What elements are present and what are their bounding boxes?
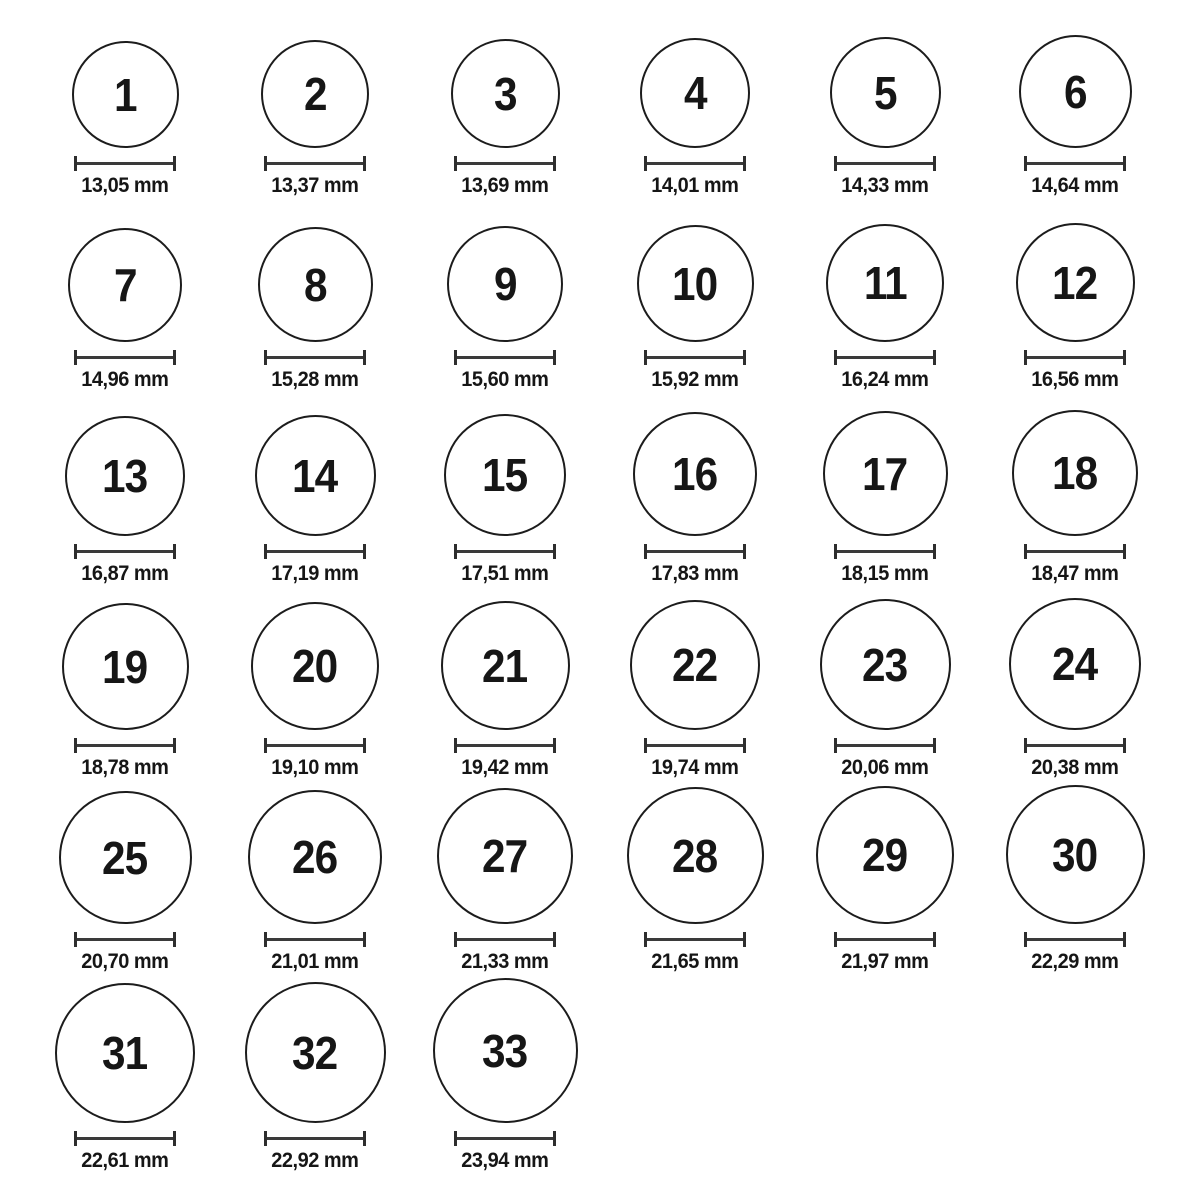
ring-circle [437, 788, 573, 924]
diameter-measure-line [454, 156, 556, 171]
diameter-measure-line [644, 544, 746, 559]
ring-cell [980, 410, 1170, 590]
diameter-label: 16,87 mm [81, 562, 169, 585]
ring-cell [220, 415, 410, 590]
diameter-measure-line [834, 932, 936, 947]
ring-cell [600, 225, 790, 396]
diameter-label: 17,83 mm [651, 562, 739, 585]
diameter-label: 13,05 mm [81, 174, 169, 197]
diameter-label: 16,56 mm [1031, 368, 1119, 391]
ring-circle [251, 602, 379, 730]
diameter-label: 14,96 mm [81, 368, 169, 391]
chart-row [30, 784, 1170, 978]
diameter-measure-line [1024, 350, 1126, 365]
ring-size-number: 3 [493, 67, 517, 120]
diameter-measure-line [74, 350, 176, 365]
diameter-label: 14,64 mm [1031, 174, 1119, 197]
ring-circle [633, 412, 757, 536]
diameter-label: 20,70 mm [81, 950, 169, 973]
diameter-measure-line [644, 932, 746, 947]
ring-cell [220, 982, 410, 1177]
ring-circle [68, 228, 182, 342]
ring-cell [220, 227, 410, 396]
diameter-label: 21,33 mm [461, 950, 549, 973]
ring-cell [600, 412, 790, 590]
ring-size-number: 18 [1052, 447, 1098, 499]
diameter-label: 15,92 mm [651, 368, 739, 391]
ring-cell [980, 35, 1170, 202]
ring-circle [826, 224, 944, 342]
ring-cell [30, 41, 220, 202]
diameter-label: 13,69 mm [461, 174, 549, 197]
ring-size-number: 30 [1052, 828, 1098, 881]
ring-size-number: 1 [113, 68, 137, 121]
ring-cell [220, 602, 410, 784]
diameter-measure-line [264, 738, 366, 753]
diameter-label: 19,10 mm [271, 756, 359, 779]
diameter-measure-line [264, 932, 366, 947]
ring-circle [640, 38, 750, 148]
ring-size-number: 17 [862, 447, 908, 500]
diameter-label: 20,06 mm [841, 756, 929, 779]
ring-size-number: 29 [862, 829, 908, 881]
ring-circle [1016, 223, 1135, 342]
ring-circle [55, 983, 195, 1123]
diameter-measure-line [644, 738, 746, 753]
ring-size-number: 19 [102, 640, 148, 693]
diameter-label: 16,24 mm [841, 368, 929, 391]
ring-cell [220, 40, 410, 202]
ring-size-number: 31 [102, 1027, 148, 1079]
diameter-measure-line [74, 544, 176, 559]
diameter-measure-line [1024, 738, 1126, 753]
ring-size-number: 32 [292, 1026, 338, 1079]
diameter-label: 15,60 mm [461, 368, 549, 391]
ring-cell [410, 788, 600, 978]
ring-size-number: 5 [873, 66, 897, 119]
ring-circle [1009, 598, 1141, 730]
ring-size-number: 28 [672, 829, 718, 882]
ring-circle [447, 226, 563, 342]
ring-size-number: 7 [113, 259, 137, 311]
ring-size-number: 10 [672, 257, 718, 310]
ring-circle [816, 786, 954, 924]
ring-cell [600, 38, 790, 202]
ring-cell [410, 414, 600, 590]
diameter-measure-line [834, 350, 936, 365]
ring-cell [790, 599, 980, 784]
ring-circle [627, 787, 764, 924]
ring-circle [1012, 410, 1138, 536]
ring-circle [261, 40, 369, 148]
diameter-label: 14,01 mm [651, 174, 739, 197]
diameter-label: 21,97 mm [841, 950, 929, 973]
diameter-measure-line [74, 738, 176, 753]
chart-row [30, 978, 1170, 1172]
diameter-label: 19,74 mm [651, 756, 739, 779]
diameter-label: 21,01 mm [271, 950, 359, 973]
diameter-label: 22,61 mm [81, 1149, 169, 1172]
diameter-label: 23,94 mm [461, 1149, 549, 1172]
ring-size-number: 16 [672, 448, 718, 500]
diameter-measure-line [74, 1131, 176, 1146]
ring-circle [59, 791, 192, 924]
diameter-label: 21,65 mm [651, 950, 739, 973]
chart-row [30, 8, 1170, 202]
diameter-measure-line [834, 544, 936, 559]
ring-circle [444, 414, 566, 536]
diameter-label: 18,47 mm [1031, 562, 1119, 585]
chart-row [30, 396, 1170, 590]
diameter-measure-line [454, 544, 556, 559]
diameter-measure-line [1024, 544, 1126, 559]
diameter-label: 18,78 mm [81, 756, 169, 779]
diameter-label: 19,42 mm [461, 756, 549, 779]
diameter-label: 22,29 mm [1031, 950, 1119, 973]
ring-cell [220, 790, 410, 978]
ring-cell [790, 786, 980, 978]
ring-cell [790, 411, 980, 590]
ring-circle [441, 601, 570, 730]
ring-circle [630, 600, 760, 730]
ring-cell [980, 598, 1170, 784]
ring-circle [637, 225, 754, 342]
ring-cell [410, 226, 600, 396]
ring-cell [790, 37, 980, 202]
ring-circle [65, 416, 185, 536]
diameter-label: 18,15 mm [841, 562, 929, 585]
ring-cell [410, 601, 600, 784]
ring-size-number: 15 [482, 449, 528, 501]
ring-circle [255, 415, 376, 536]
diameter-label: 17,19 mm [271, 562, 359, 585]
ring-circle [451, 39, 560, 148]
ring-size-number: 20 [292, 640, 338, 692]
chart-row [30, 590, 1170, 784]
diameter-measure-line [644, 350, 746, 365]
diameter-measure-line [454, 350, 556, 365]
ring-circle [820, 599, 951, 730]
ring-circle [248, 790, 382, 924]
ring-cell [30, 603, 220, 784]
diameter-measure-line [1024, 156, 1126, 171]
diameter-measure-line [834, 156, 936, 171]
ring-circle [62, 603, 189, 730]
ring-size-number: 8 [303, 258, 327, 311]
ring-cell [30, 228, 220, 396]
diameter-measure-line [644, 156, 746, 171]
ring-size-number: 33 [482, 1024, 528, 1077]
ring-circle [258, 227, 373, 342]
ring-size-number: 21 [482, 639, 528, 692]
ring-size-number: 2 [303, 68, 327, 120]
ring-cell [600, 600, 790, 784]
ring-cell [410, 39, 600, 202]
ring-cell [30, 983, 220, 1177]
ring-size-number: 26 [292, 831, 338, 883]
diameter-measure-line [454, 1131, 556, 1146]
ring-size-number: 27 [482, 830, 528, 882]
ring-circle [245, 982, 386, 1123]
diameter-label: 14,33 mm [841, 174, 929, 197]
diameter-measure-line [454, 932, 556, 947]
diameter-measure-line [454, 738, 556, 753]
ring-cell [30, 416, 220, 590]
ring-size-number: 25 [102, 831, 148, 884]
ring-circle [72, 41, 179, 148]
ring-size-number: 13 [102, 450, 148, 502]
ring-cell [980, 223, 1170, 396]
diameter-measure-line [1024, 932, 1126, 947]
diameter-measure-line [264, 350, 366, 365]
ring-circle [1019, 35, 1132, 148]
ring-size-number: 12 [1052, 256, 1098, 309]
ring-cell [790, 224, 980, 396]
ring-size-number: 22 [672, 639, 718, 691]
diameter-measure-line [264, 156, 366, 171]
ring-size-number: 14 [292, 449, 338, 502]
diameter-label: 22,92 mm [271, 1149, 359, 1172]
diameter-label: 15,28 mm [271, 368, 359, 391]
ring-cell [600, 787, 790, 978]
diameter-measure-line [264, 1131, 366, 1146]
ring-size-number: 6 [1063, 65, 1087, 118]
diameter-measure-line [834, 738, 936, 753]
ring-cell [410, 978, 600, 1177]
ring-cell [980, 785, 1170, 978]
diameter-measure-line [74, 932, 176, 947]
ring-size-number: 9 [493, 258, 517, 310]
ring-size-number: 11 [863, 257, 907, 309]
ring-cell [30, 791, 220, 978]
ring-size-number: 23 [862, 638, 908, 691]
diameter-label: 20,38 mm [1031, 756, 1119, 779]
ring-circle [433, 978, 578, 1123]
ring-circle [830, 37, 941, 148]
diameter-measure-line [264, 544, 366, 559]
diameter-label: 17,51 mm [461, 562, 549, 585]
ring-circle [1006, 785, 1145, 924]
chart-row [30, 202, 1170, 396]
ring-size-number: 24 [1052, 638, 1098, 690]
ring-circle [823, 411, 948, 536]
ring-size-number: 4 [683, 67, 707, 119]
diameter-label: 13,37 mm [271, 174, 359, 197]
diameter-measure-line [74, 156, 176, 171]
